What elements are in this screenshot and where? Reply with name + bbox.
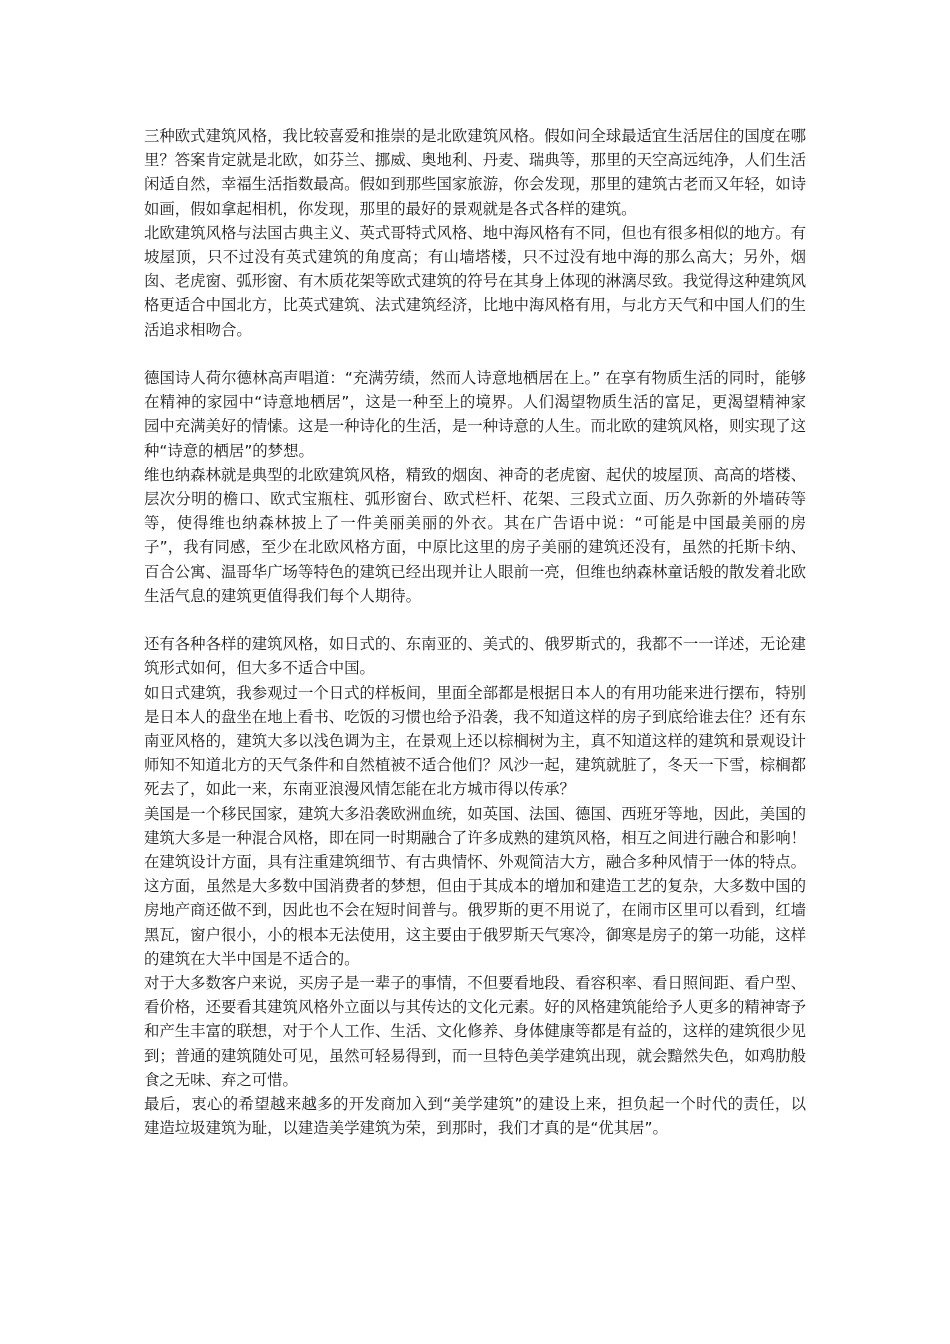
document-body <box>144 124 806 1141</box>
paragraph-nordic-features: 北欧建筑风格与法国古典主义、英式哥特式风格、地中海风格有不同，但也有很多相似的地方。有坡屋顶，只不过没有英式建筑的角度高；有山墙塔楼，只不过没有地中海的那么高大；另外，烟囱、老虎窗、弧形窗、有木质花架等欧式建筑的符号在其身上体现的淋漓尽致。我觉得这种建筑风格更适合中国北方，比英式建筑、法式建筑经济，比地中海风格有用，与北方天气和中国人们的生活追求相吻合。 <box>144 223 806 339</box>
paragraph-other-styles: 还有各种各样的建筑风格，如日式的、东南亚的、美式的、俄罗斯式的，我都不一一详述，无论建筑形式如何，但大多不适合中国。 <box>144 635 806 678</box>
paragraph-buyer-considerations: 对于大多数客户来说，买房子是一辈子的事情，不但要看地段、看容积率、看日照间距、看户型、看价格，还要看其建筑风格外立面以与其传达的文化元素。好的风格建筑能给予人更多的精神寄予和产生丰富的联想，对于个人工作、生活、文化修养、身体健康等都是有益的，这样的建筑很少见到；普通的建筑随处可见，虽然可轻易得到，而一旦特色美学建筑出现，就会黯然失色，如鸡肋般食之无味、弃之可惜。 <box>144 974 806 1089</box>
paragraph-american-russian: 美国是一个移民国家，建筑大多沿袭欧洲血统，如英国、法国、德国、西班牙等地，因此，美国的建筑大多是一种混合风格，即在同一时期融合了许多成熟的建筑风格，相互之间进行融合和影响！在建筑设计方面，具有注重建筑细节、有古典情怀、外观简洁大方，融合多种风情于一体的特点。这方面，虽然是大多数中国消费者的梦想，但由于其成本的增加和建造工艺的复杂，大多数中国的房地产商还做不到，因此也不会在短时间普与。俄罗斯的更不用说了，在闹市区里可以看到，红墙黑瓦，窗户很小，小的根本无法使用，这主要由于俄罗斯天气寒冷，御寒是房子的第一功能，这样的建筑在大半中国是不适合的。 <box>144 804 806 968</box>
paragraph-poetic-dwelling: 德国诗人荷尔德林高声唱道：“充满劳绩，然而人诗意地栖居在上。” 在享有物质生活的同时，能够在精神的家园中“诗意地栖居”，这是一种至上的境界。人们渴望物质生活的富足，更渴望精神家园中充满美好的情愫。这是一种诗化的生活，是一种诗意的人生。而北欧的建筑风格，则实现了这种“诗意的栖居”的梦想。 <box>144 369 806 460</box>
paragraph-nordic-intro: 三种欧式建筑风格，我比较喜爱和推崇的是北欧建筑风格。假如问全球最适宜生活居住的国度在哪里？答案肯定就是北欧，如芬兰、挪威、奥地利、丹麦、瑞典等，那里的天空高远纯净，人们生活闲适自然，幸福生活指数最高。假如到那些国家旅游，你会发现，那里的建筑古老而又年轻，如诗如画，假如拿起相机，你发现，那里的最好的景观就是各式各样的建筑。 <box>144 127 806 218</box>
paragraph-vienna-forest: 维也纳森林就是典型的北欧建筑风格，精致的烟囱、神奇的老虎窗、起伏的坡屋顶、高高的塔楼、层次分明的檐口、欧式宝瓶柱、弧形窗台、欧式栏杆、花架、三段式立面、历久弥新的外墙砖等等，使得维也纳森林披上了一件美丽美丽的外衣。其在广告语中说：“可能是中国最美丽的房子”，我有同感，至少在北欧风格方面，中原比这里的房子美丽的建筑还没有，虽然的托斯卡纳、百合公寓、温哥华广场等特色的建筑已经出现并让人眼前一亮，但维也纳森林童话般的散发着北欧生活气息的建筑更值得我们每个人期待。 <box>144 465 806 605</box>
paragraph-japanese-southeast-asian: 如日式建筑，我参观过一个日式的样板间，里面全部都是根据日本人的有用功能来进行摆布，特别是日本人的盘坐在地上看书、吃饭的习惯也给予沿袭，我不知道这样的房子到底给谁去住？还有东南亚风格的，建筑大多以浅色调为主，在景观上还以棕榈树为主，真不知道这样的建筑和景观设计师知不知道北方的天气条件和自然植被不适合他们？风沙一起，建筑就脏了，冬天一下雪，棕榈都死去了，如此一来，东南亚浪漫风情怎能在北方城市得以传承？ <box>144 683 806 799</box>
paragraph-conclusion: 最后，衷心的希望越来越多的开发商加入到“美学建筑”的建设上来，担负起一个时代的责任，以建造垃圾建筑为耻，以建造美学建筑为荣，到那时，我们才真的是“优其居”。 <box>144 1095 806 1138</box>
